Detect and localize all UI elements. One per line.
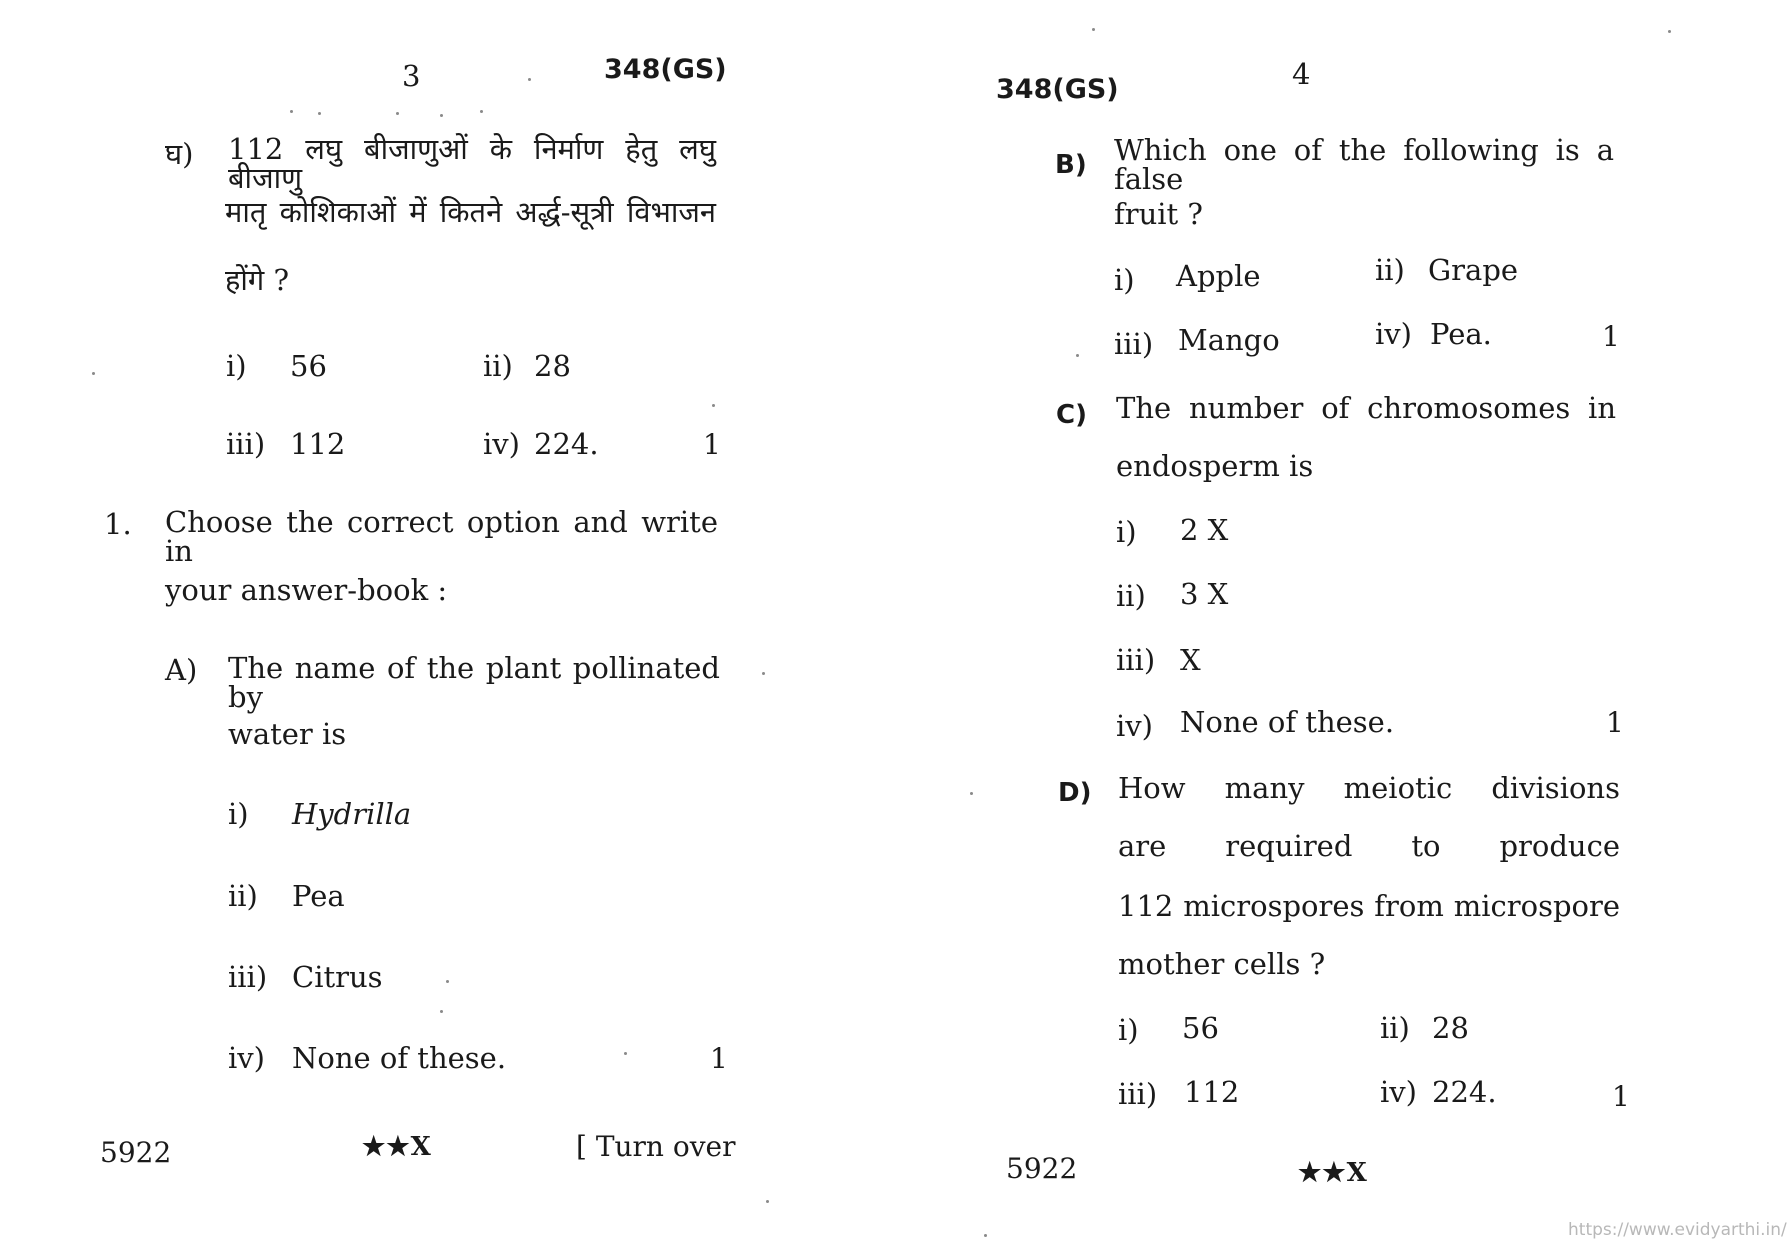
question-c-line-2: endosperm is <box>1116 449 1314 483</box>
hindi-option-num: ii) <box>483 349 513 383</box>
scan-speck <box>528 78 531 81</box>
question-c-line-1: The number of chromosomes in <box>1116 391 1616 425</box>
question-d-line-2: are required to produce <box>1118 829 1620 863</box>
hindi-question-label: घ) <box>165 137 194 171</box>
qa-option-num: ii) <box>228 879 258 913</box>
scan-speck <box>762 672 765 675</box>
qb-option-text: Pea. <box>1430 317 1492 351</box>
qd-option-text: 28 <box>1432 1011 1469 1045</box>
qa-option-num: iv) <box>228 1041 265 1075</box>
qb-option-num: iii) <box>1114 327 1154 361</box>
hindi-option-num: i) <box>226 349 247 383</box>
qc-option-num: ii) <box>1116 579 1146 613</box>
left-footer-code: 5922 <box>100 1136 172 1169</box>
hindi-question-marks: 1 <box>703 428 721 461</box>
watermark-url: https://www.evidyarthi.in/ <box>1568 1220 1787 1240</box>
qa-option-text: Hydrilla <box>292 797 412 831</box>
scan-speck <box>1092 28 1095 31</box>
hindi-option-text: 56 <box>290 349 327 383</box>
qb-option-num: ii) <box>1375 253 1405 287</box>
qc-option-num: iii) <box>1116 643 1156 677</box>
right-footer-stars: ★★X <box>1298 1158 1368 1188</box>
scan-speck <box>624 1052 627 1055</box>
scan-speck <box>766 1200 769 1203</box>
scan-speck <box>290 110 293 113</box>
question-1-line-2: your answer-book : <box>165 573 448 607</box>
qb-option-num: i) <box>1114 263 1135 297</box>
right-footer-code: 5922 <box>1006 1152 1078 1185</box>
qd-option-num: iii) <box>1118 1077 1158 1111</box>
qb-option-text: Mango <box>1178 323 1280 357</box>
scan-speck <box>92 372 95 375</box>
scan-speck <box>396 112 399 115</box>
question-d-line-4: mother cells ? <box>1118 947 1326 981</box>
qd-option-num: ii) <box>1380 1011 1410 1045</box>
qd-option-num: i) <box>1118 1013 1139 1047</box>
qa-option-num: i) <box>228 797 249 831</box>
right-paper-code: 348(GS) <box>996 74 1119 105</box>
scan-speck <box>1076 354 1079 357</box>
question-b-line-1: Which one of the following is a false <box>1114 133 1614 196</box>
qa-option-num: iii) <box>228 960 268 994</box>
qd-option-text: 224. <box>1432 1075 1497 1109</box>
left-footer-stars: ★★X <box>362 1132 432 1162</box>
question-a-line-2: water is <box>228 717 347 751</box>
hindi-option-text: 224. <box>534 427 599 461</box>
left-paper-code: 348(GS) <box>604 54 727 85</box>
scan-speck <box>712 404 715 407</box>
scan-speck <box>318 112 321 115</box>
question-b-line-2: fruit ? <box>1114 197 1203 231</box>
qd-option-text: 56 <box>1182 1011 1219 1045</box>
question-a-label: A) <box>165 653 198 687</box>
question-a-marks: 1 <box>710 1042 728 1075</box>
question-d-line-1: How many meiotic divisions <box>1118 771 1620 805</box>
qa-option-text: Pea <box>292 879 345 913</box>
qc-option-text: 3 X <box>1180 577 1229 611</box>
question-1-number: 1. <box>104 507 132 541</box>
hindi-option-text: 112 <box>290 427 346 461</box>
left-page-number: 3 <box>402 59 421 93</box>
hindi-option-num: iv) <box>483 427 520 461</box>
question-c-marks: 1 <box>1606 706 1624 739</box>
question-1-line-1: Choose the correct option and write in <box>165 505 718 568</box>
scan-speck <box>480 110 483 113</box>
qc-option-num: i) <box>1116 515 1137 549</box>
question-d-label: D) <box>1058 778 1092 808</box>
scan-speck <box>970 792 973 795</box>
question-c-label: C) <box>1056 400 1087 430</box>
qa-option-text: Citrus <box>292 960 383 994</box>
qc-option-text: None of these. <box>1180 705 1395 739</box>
qa-option-text: None of these. <box>292 1041 507 1075</box>
question-d-marks: 1 <box>1612 1080 1630 1113</box>
hindi-question-line-1: 112 लघु बीजाणुओं के निर्माण हेतु लघु बीजाणु <box>228 132 716 195</box>
question-b-label: B) <box>1055 150 1087 180</box>
qc-option-text: X <box>1180 643 1201 677</box>
qb-option-num: iv) <box>1375 317 1412 351</box>
qc-option-num: iv) <box>1116 709 1153 743</box>
qd-option-text: 112 <box>1184 1075 1240 1109</box>
turn-over-label: [ Turn over <box>576 1130 736 1163</box>
qb-option-text: Apple <box>1176 259 1261 293</box>
scan-speck <box>446 980 449 983</box>
hindi-question-line-3: होंगे ? <box>225 263 290 297</box>
qb-option-text: Grape <box>1428 253 1519 287</box>
right-page-number: 4 <box>1292 57 1311 91</box>
hindi-question-line-2: मातृ कोशिकाओं में कितने अर्द्ध-सूत्री विभाजन <box>225 195 716 229</box>
hindi-option-num: iii) <box>226 427 266 461</box>
qd-option-num: iv) <box>1380 1075 1417 1109</box>
question-a-line-1: The name of the plant pollinated by <box>228 651 720 714</box>
hindi-option-text: 28 <box>534 349 571 383</box>
scan-speck <box>440 114 443 117</box>
question-b-marks: 1 <box>1602 320 1620 353</box>
scan-speck <box>984 1234 987 1237</box>
qc-option-text: 2 X <box>1180 513 1229 547</box>
scan-speck <box>440 1010 443 1013</box>
scan-speck <box>1668 30 1671 33</box>
question-d-line-3: 112 microspores from microspore <box>1118 889 1620 923</box>
